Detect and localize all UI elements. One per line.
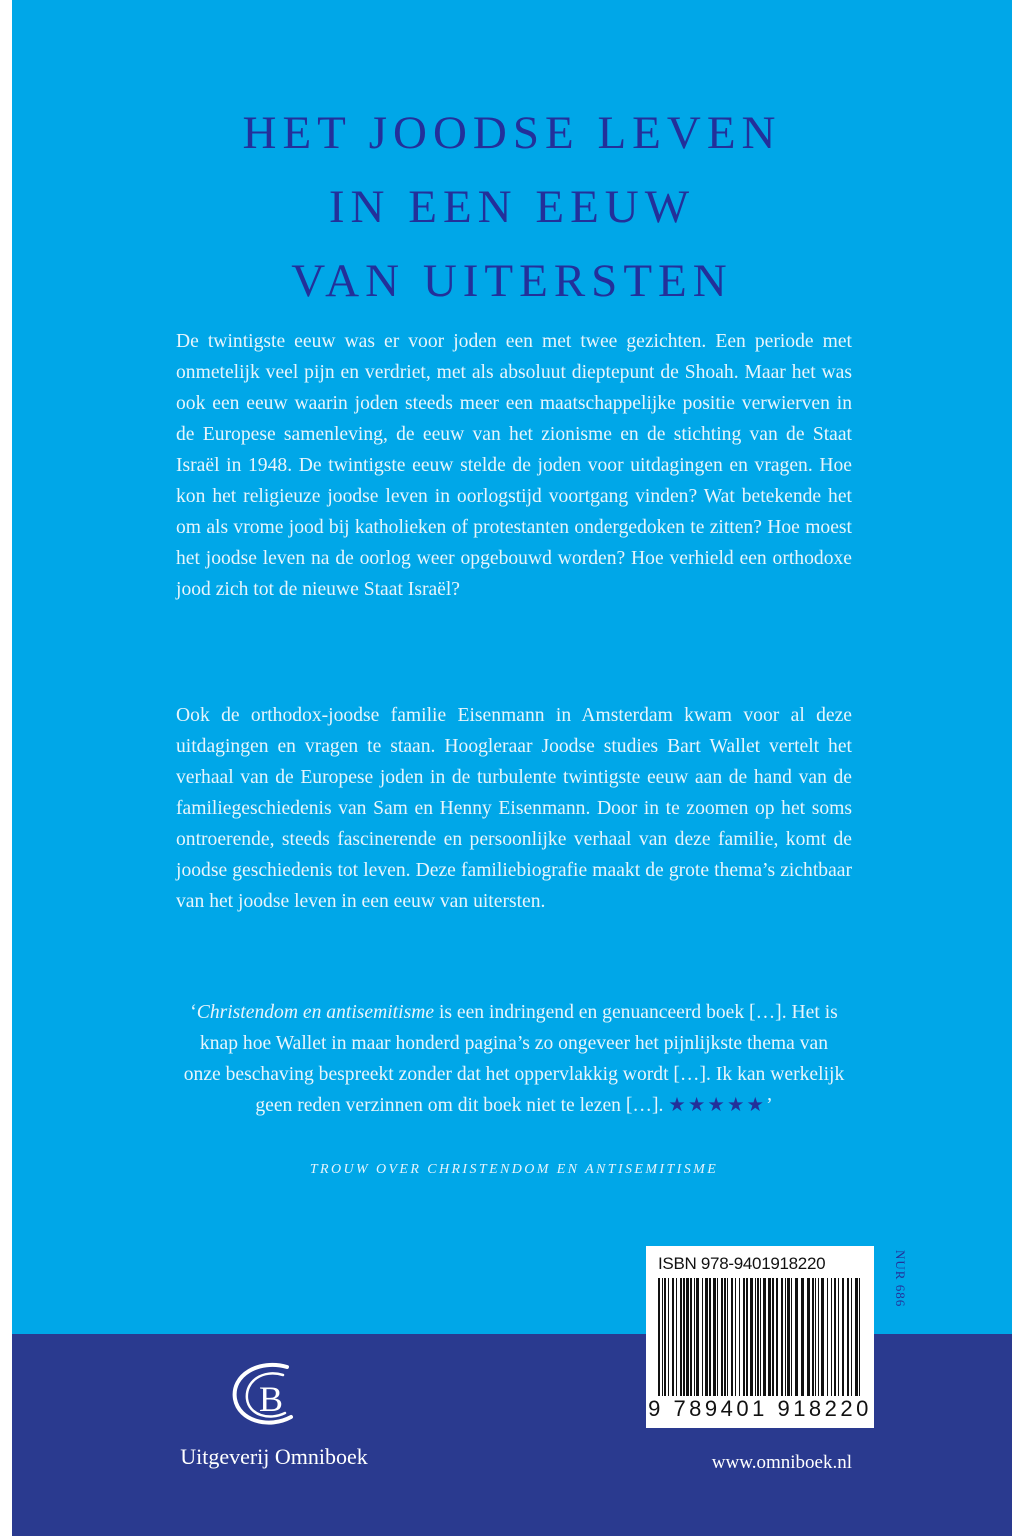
blurb-paragraph-2: Ook de orthodox-joodse familie Eisenmann in Amsterdam kwam voor al deze uitdagingen en vragen te staan. Hoogleraar Joodse studies Bart Wallet vertelt het verhaal van de Europese joden in de turbulente twintigste eeuw aan de hand van de familiegeschiedenis van Sam en Henny Eisenmann. Door in te zoomen op het soms ontroerende, steeds fascinerende en persoonlijke verhaal van deze familie, komt de joodse geschiedenis tot leven. Deze familiebiografie maakt de grote thema’s zichtbaar van het joodse leven in een eeuw van uitersten. xyxy=(176,705,852,912)
omniboek-logo-icon xyxy=(217,1355,327,1435)
barcode-icon xyxy=(654,1278,866,1396)
review-text: is een indringend en genuanceerd boek […]. Het is knap hoe Wallet in maar honderd pagina’s zo ongeveer het pijnlijkste thema van onze beschaving bespreekt zonder dat het oppervlakkig wordt […]. Ik kan werkelijk geen reden verzinnen om dit boek niet te lezen […]. xyxy=(183,1002,845,1116)
title-line: VAN UITERSTEN xyxy=(291,255,733,307)
barcode-panel xyxy=(646,1246,874,1428)
close-quote-mark: ’ xyxy=(766,1095,773,1116)
rating-stars: ★★★★★ xyxy=(668,1095,767,1116)
blurb-paragraph-1: De twintigste eeuw was er voor joden een met twee gezichten. Een periode met onmetelijk veel pijn en verdriet, met als absoluut dieptepunt de Shoah. Maar het was ook een eeuw waarin joden steeds meer een maatschappelijke positie verwierven in de Europese samenleving, de eeuw van het zionisme en de stichting van de Staat Israël in 1948. De twintigste eeuw stelde de joden voor uitdagingen en vragen. Hoe kon het religieuze joodse leven in oorlogstijd voortgang vinden? Wat betekende het om als vrome jood bij katholieken of protestanten ondergedoken te zitten? Hoe moest het joodse leven na de oorlog weer opgebouwd worden? Hoe verhield een orthodoxe jood zich tot de nieuwe Staat Israël? xyxy=(176,331,852,600)
book-title xyxy=(12,96,1012,318)
publisher-website: www.omniboek.nl xyxy=(711,1452,852,1473)
isbn-label: ISBN 978-9401918220 xyxy=(658,1254,826,1273)
quoted-book-title: Christendom en antisemitisme xyxy=(196,1002,435,1023)
svg-text:B: B xyxy=(259,1379,284,1419)
nur-code: NUR 686 xyxy=(893,1250,908,1308)
barcode-digits: 9 789401 918220 xyxy=(648,1396,872,1421)
review-quote xyxy=(180,997,848,1121)
open-quote-mark: ‘ xyxy=(190,1002,197,1023)
book-back-cover xyxy=(12,0,1012,1536)
title-line: HET JOODSE LEVEN xyxy=(242,107,782,159)
publisher-name: Uitgeverij Omniboek xyxy=(180,1444,368,1469)
title-line: IN EEN EEUW xyxy=(328,181,696,233)
review-source: TROUW OVER CHRISTENDOM EN ANTISEMITISME xyxy=(309,1162,719,1177)
